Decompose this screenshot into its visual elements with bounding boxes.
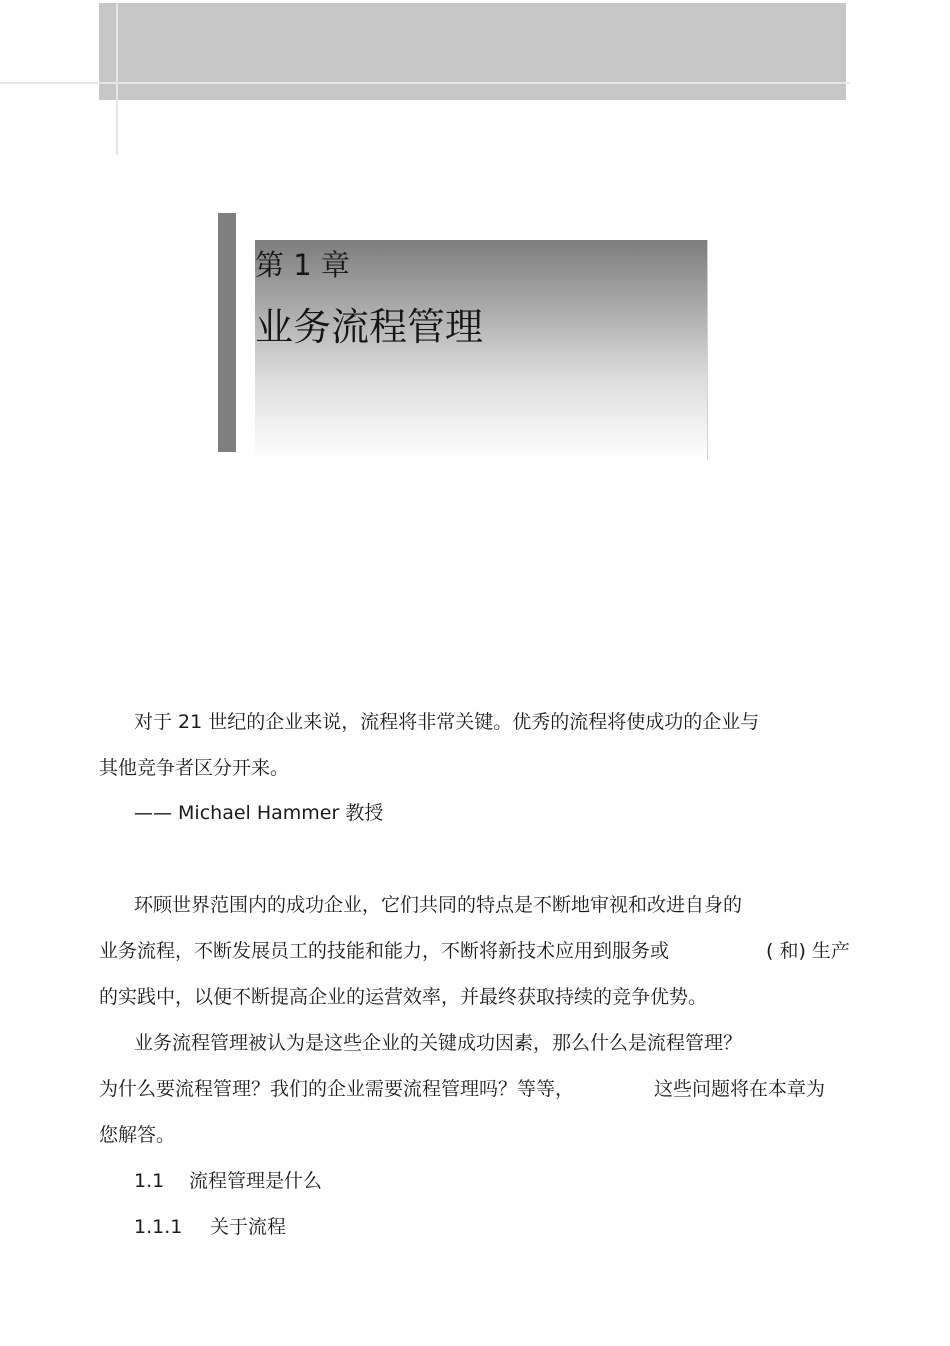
chapter-number: 第 1 章: [255, 248, 350, 282]
paragraph-1-line-3: 的实践中，以便不断提高企业的运营效率，并最终获取持续的竞争优势。: [99, 986, 708, 1008]
quote-attribution: —— Michael Hammer 教授: [134, 802, 384, 824]
paragraph-1-line-2a: 业务流程，不断发展员工的技能和能力，不断将新技术应用到服务或: [99, 940, 670, 962]
quote-line-1: 对于 21 世纪的企业来说，流程将非常关键。优秀的流程将使成功的企业与: [134, 711, 760, 733]
section-1-1-1-title: 关于流程: [210, 1216, 287, 1238]
section-1-1-title: 流程管理是什么: [189, 1170, 323, 1192]
crop-mark-horizontal: [0, 82, 850, 84]
paragraph-1-line-1: 环顾世界范围内的成功企业，它们共同的特点是不断地审视和改进自身的: [134, 894, 743, 916]
quote-line-2: 其他竞争者区分开来。: [99, 757, 290, 779]
paragraph-2-line-3: 您解答。: [99, 1124, 176, 1146]
header-band: [99, 3, 846, 100]
paragraph-2-line-2b: 这些问题将在本章为: [654, 1078, 826, 1100]
paragraph-1-line-2b: ( 和) 生产: [766, 940, 850, 962]
paragraph-2-line-1: 业务流程管理被认为是这些企业的关键成功因素，那么什么是流程管理？: [134, 1032, 743, 1054]
paragraph-2-line-2a: 为什么要流程管理？我们的企业需要流程管理吗？等等，: [99, 1078, 575, 1100]
chapter-accent-bar: [218, 213, 236, 452]
section-1-1-number: 1.1: [134, 1170, 165, 1192]
section-1-1-1-number: 1.1.1: [134, 1216, 183, 1238]
chapter-title: 业务流程管理: [255, 305, 484, 349]
crop-mark-vertical: [116, 3, 118, 155]
